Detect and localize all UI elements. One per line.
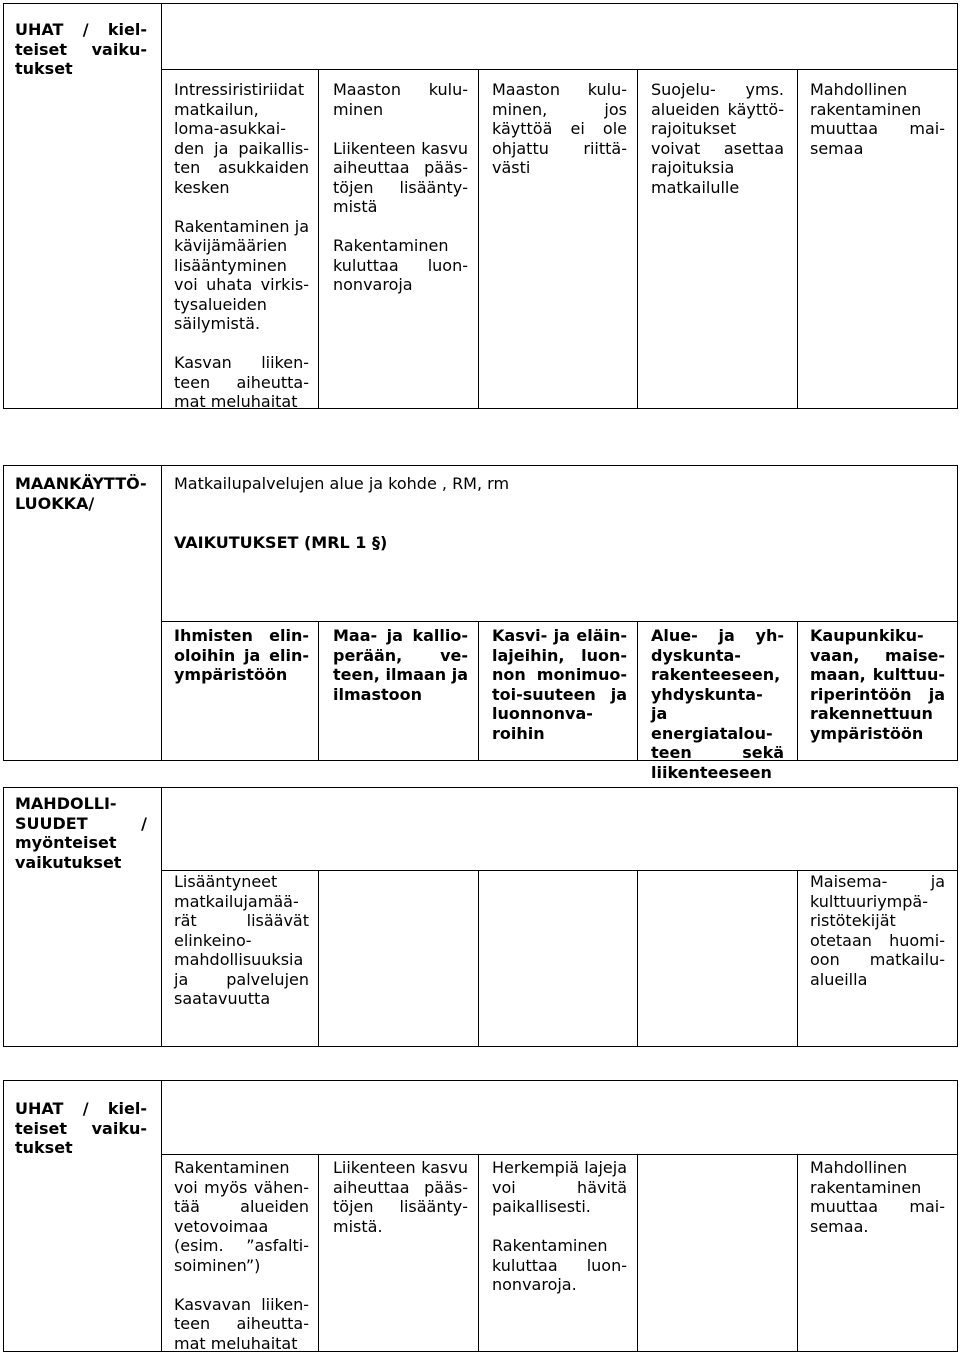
cell-text: Kasvavan liikenteen aiheuttamat meluhaitat xyxy=(174,1294,309,1353)
threats-bottom-row-header: UHAT / kielteiset vaikutukset xyxy=(15,1099,147,1157)
threats-cell-structure xyxy=(651,80,784,197)
cell-text: Kasvan liikenteen aiheuttamat meluhaitat xyxy=(174,353,309,411)
land-use-class-header: MAANKÄYTTÖ-LUOKKA/ xyxy=(15,474,147,513)
cell-text: Rakentaminen voi myös vähentää alueiden vetovoimaa (esim. ”asfaltisoiminen”) xyxy=(174,1158,309,1275)
cell-text: Intressiristiriidat matkailun, loma-asukkaiden ja paikallisten asukkaiden kesken xyxy=(174,80,309,197)
cell-text: Rakentaminen ja kävijämäärien lisääntyminen voi uhata virkistysalueiden säilymistä. xyxy=(174,216,309,333)
cell-text: Liikenteen kasvu aiheuttaa päästöjen lisääntymistä xyxy=(333,138,468,216)
impact-category-people: Ihmisten elinoloihin ja elinympäristöön xyxy=(174,626,309,684)
land-use-class-value: Matkailupalvelujen alue ja kohde , RM, rm xyxy=(174,474,510,493)
impacts-title: VAIKUTUKSET (MRL 1 §) xyxy=(174,533,388,552)
cell-text: Mahdollinen rakentaminen muuttaa maisemaa. xyxy=(810,1158,945,1236)
opportunities-cell-people: Lisääntyneet matkailujamäärät lisäävät elinkeinomahdollisuuksia ja palvelujen saatavuutta xyxy=(174,872,309,1008)
impact-category-landscape: Kaupunkikuvaan, maisemaan, kulttuuriperintöön ja rakennettuun ympäristöön xyxy=(810,626,945,743)
impact-category-community-structure: Alue- ja yhdyskuntarakenteeseen, yhdyskunta- ja energiatalouteen sekä liikenteeseen xyxy=(651,626,784,782)
impact-category-soil-water-air: Maa- ja kallioperään, veteen, ilmaan ja ilmastoon xyxy=(333,626,468,704)
threats-bottom-cell-species xyxy=(492,1158,627,1295)
cell-text: Maaston kuluminen xyxy=(333,80,468,119)
cell-text: Rakentaminen kuluttaa luonnonvaroja. xyxy=(492,1236,627,1294)
threats-bottom-cell-soil-water xyxy=(333,1158,468,1236)
threats-row-header: UHAT / kielteiset vaikutukset xyxy=(15,20,147,78)
cell-text: Liikenteen kasvu aiheuttaa päästöjen lisääntymistä. xyxy=(333,1158,468,1236)
opportunities-cell-landscape: Maisema- ja kulttuuriympäristötekijät otetaan huomioon matkailualueilla xyxy=(810,872,945,989)
threats-cell-people xyxy=(174,80,309,412)
impact-category-species: Kasvi- ja eläinlajeihin, luonnon monimuotoi-suuteen ja luonnonvaroihin xyxy=(492,626,627,743)
opportunities-row-header: MAHDOLLISUUDET / myönteiset vaikutukset xyxy=(15,794,147,872)
threats-cell-species xyxy=(492,80,627,178)
cell-text: Suojelu- yms. alueiden käyttörajoitukset voivat asettaa rajoituksia matkailulle xyxy=(651,80,784,197)
cell-text: Herkempiä lajeja voi hävitä paikallisesti. xyxy=(492,1158,627,1216)
threats-bottom-cell-people xyxy=(174,1158,309,1353)
cell-text: Rakentaminen kuluttaa luonnonvaroja xyxy=(333,236,468,294)
threats-cell-landscape xyxy=(810,80,945,158)
cell-text: Mahdollinen rakentaminen muuttaa maisemaa xyxy=(810,80,945,158)
threats-bottom-cell-landscape xyxy=(810,1158,945,1236)
threats-cell-soil-water xyxy=(333,80,468,295)
cell-text: Maaston kuluminen, jos käyttöä ei ole ohjattu riittävästi xyxy=(492,80,627,177)
